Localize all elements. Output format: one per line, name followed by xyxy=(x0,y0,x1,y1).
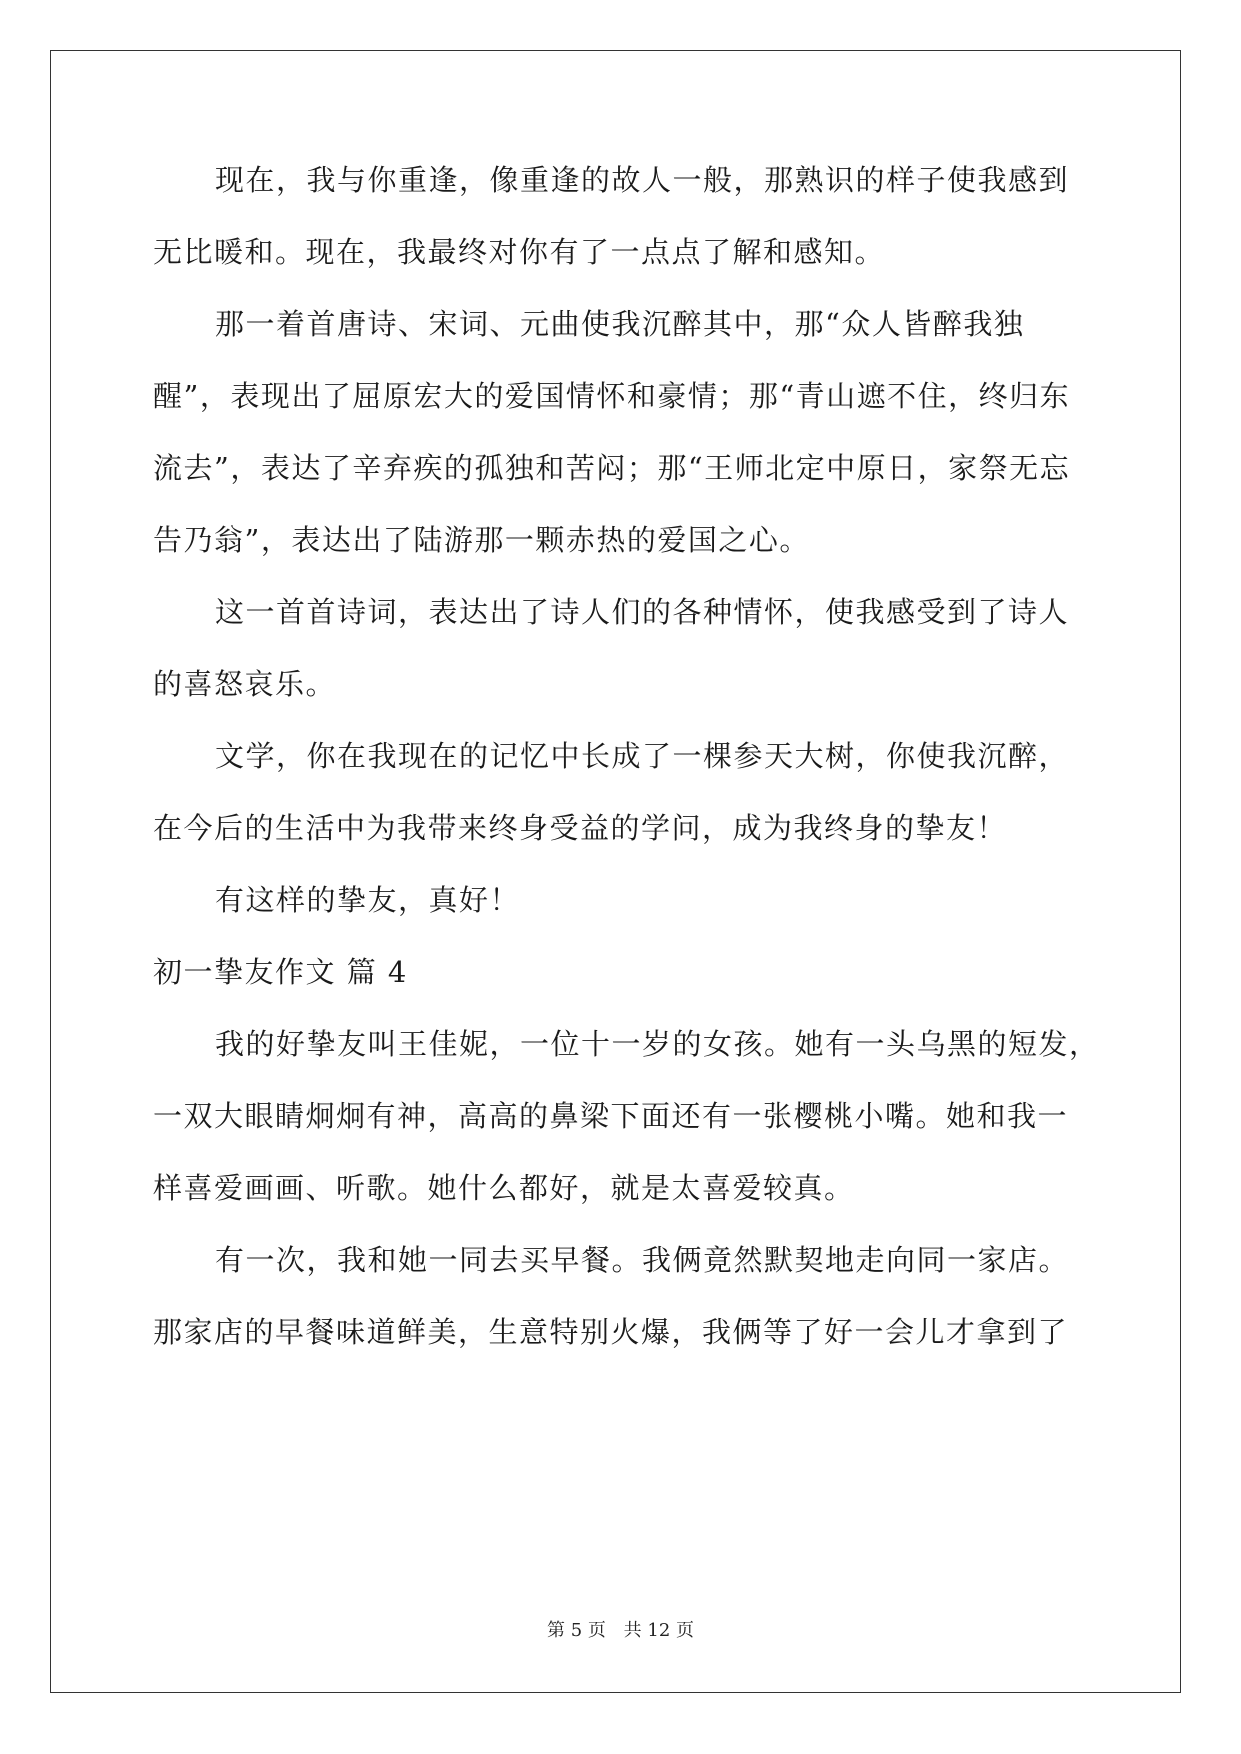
paragraph-line: 醒”，表现出了屈原宏大的爱国情怀和豪情；那“青山遮不住，终归东 xyxy=(153,379,1071,413)
paragraph-line: 那一着首唐诗、宋词、元曲使我沉醉其中，那“众人皆醉我独 xyxy=(215,307,1025,341)
paragraph-line: 无比暖和。现在，我最终对你有了一点点了解和感知。 xyxy=(153,235,886,269)
paragraph-line: 现在，我与你重逢，像重逢的故人一般，那熟识的样子使我感到 xyxy=(215,163,1070,197)
paragraph-line: 有这样的挚友，真好！ xyxy=(215,883,521,917)
paragraph-line: 这一首首诗词，表达出了诗人们的各种情怀，使我感受到了诗人 xyxy=(215,595,1070,629)
paragraph-line: 流去”，表达了辛弃疾的孤独和苦闷；那“王师北定中原日，家祭无忘 xyxy=(153,451,1071,485)
paragraph-line: 一双大眼睛炯炯有神，高高的鼻梁下面还有一张樱桃小嘴。她和我一 xyxy=(153,1099,1069,1133)
paragraph-line: 那家店的早餐味道鲜美，生意特别火爆，我俩等了好一会儿才拿到了 xyxy=(153,1315,1069,1349)
paragraph-line: 在今后的生活中为我带来终身受益的学问，成为我终身的挚友！ xyxy=(153,811,1008,845)
paragraph-line: 有一次，我和她一同去买早餐。我俩竟然默契地走向同一家店。 xyxy=(215,1243,1070,1277)
paragraph-line: 文学，你在我现在的记忆中长成了一棵参天大树，你使我沉醉， xyxy=(215,739,1070,773)
paragraph-line: 的喜怒哀乐。 xyxy=(153,667,337,701)
paragraph-line: 我的好挚友叫王佳妮，一位十一岁的女孩。她有一头乌黑的短发， xyxy=(215,1027,1100,1061)
page-total: 共 12 页 xyxy=(623,1620,694,1641)
page-number: 第 5 页 xyxy=(547,1620,606,1641)
paragraph-line: 告乃翁”，表达出了陆游那一颗赤热的爱国之心。 xyxy=(153,523,810,557)
paragraph-line: 样喜爱画画、听歌。她什么都好，就是太喜爱较真。 xyxy=(153,1171,855,1205)
page-border xyxy=(50,50,1181,1693)
section-heading: 初一挚友作文 篇 4 xyxy=(153,955,408,989)
page-footer xyxy=(0,1616,1241,1642)
